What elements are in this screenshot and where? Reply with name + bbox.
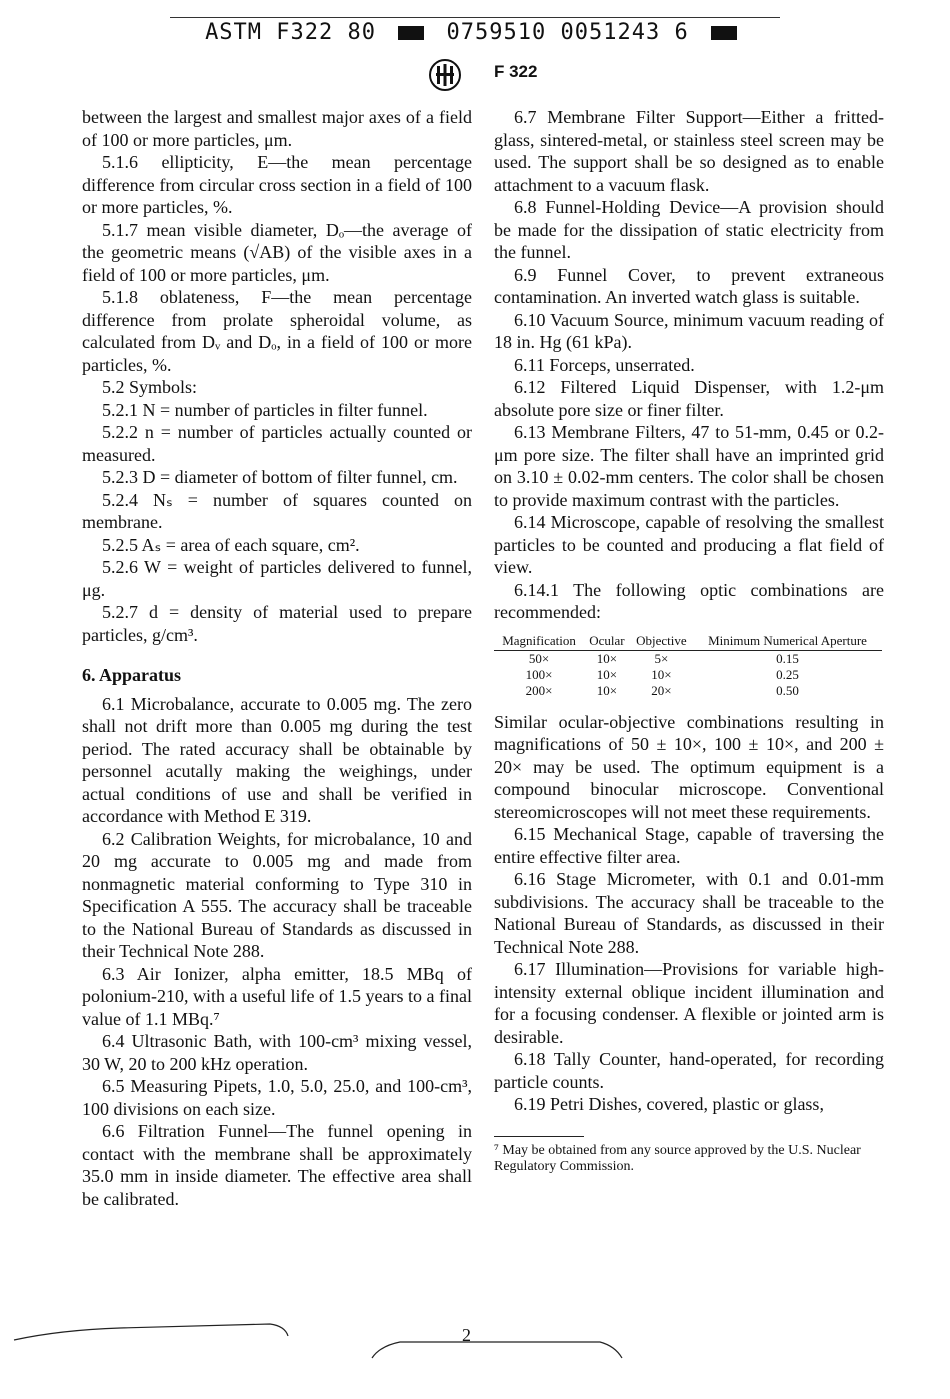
right-column (494, 106, 884, 1175)
table-cell: 5× (654, 650, 669, 666)
paragraph: 5.2.7 d = density of material used to prepare particles, g/cm³. (82, 602, 472, 645)
table-cell: 10× (596, 650, 618, 666)
left-column (82, 106, 472, 1210)
table-cell: 0.15 (776, 650, 799, 666)
paragraph: 5.2.5 Aₛ = area of each square, cm². (102, 534, 360, 555)
table-header-row (494, 634, 882, 651)
paragraph: 5.1.8 oblateness, F—the mean percentage difference from prolate spheroidal volume, as calculated from Dᵥ and Dₒ, in a field of 100 or more particles, %. (82, 287, 472, 375)
reference-right: 0759510 0051243 6 (446, 20, 689, 45)
column-header: Minimum Numerical Aperture (693, 634, 882, 651)
paragraph: 6.1 Microbalance, accurate to 0.005 mg. The zero shall not drift more than 0.005 mg during the test period. The rated accuracy shall be obtainable by personnel acutally making the weighings, under actual conditions of use and shall be verified in accordance with Method E 319. (82, 693, 472, 826)
page-number: 2 (462, 1325, 471, 1345)
paragraph: 6.7 Membrane Filter Support—Either a fritted-glass, sintered-metal, or stainless steel screen may be used. The support shall be so designed as to enable attachment to a vacuum flask. (494, 107, 884, 195)
paragraph: 6.14.1 The following optic combinations are recommended: (494, 579, 884, 622)
paragraph: 6.8 Funnel-Holding Device—A provision should be made for the dissipation of static electricity from the funnel. (494, 197, 884, 262)
top-rule (170, 17, 780, 18)
paragraph: 5.2.3 D = diameter of bottom of filter funnel, cm. (102, 467, 458, 487)
paragraph: 6.17 Illumination—Provisions for variable high-intensity external oblique incident illumination and for a focusing condenser. A flexible or jointed arm is desirable. (494, 959, 884, 1047)
paragraph: 6.18 Tally Counter, hand-operated, for recording particle counts. (494, 1049, 884, 1092)
paragraph: 6.12 Filtered Liquid Dispenser, with 1.2-μm absolute pore size or finer filter. (494, 377, 884, 420)
black-mark (711, 26, 737, 40)
paragraph: 5.2.6 W = weight of particles delivered to funnel, μg. (82, 557, 472, 600)
paragraph: 6.11 Forceps, unserrated. (514, 354, 695, 375)
column-header: Ocular (584, 634, 630, 651)
paragraph: 6.19 Petri Dishes, covered, plastic or glass, (514, 1094, 824, 1114)
table-cell: 20× (651, 682, 672, 698)
table-cell: 10× (651, 666, 672, 682)
standard-designation: F 322 (494, 62, 538, 81)
paragraph: 5.2 Symbols: (102, 377, 198, 397)
optic-combinations-table (494, 634, 882, 699)
table-cell: 10× (596, 666, 618, 682)
paragraph: 6.5 Measuring Pipets, 1.0, 5.0, 25.0, and 100-cm³, 100 divisions on each size. (82, 1076, 472, 1119)
black-mark (398, 26, 424, 40)
paragraph: 5.1.6 ellipticity, E—the mean percentage difference from circular cross section in a field of 100 or more particles, %. (82, 152, 472, 217)
paragraph: between the largest and smallest major axes of a field of 100 or more particles, μm. (82, 107, 472, 150)
paragraph: 5.2.4 Nₛ = number of squares counted on membrane. (82, 489, 472, 532)
footnote-rule (494, 1136, 584, 1137)
footnote: ⁷ May be obtained from any source approved by the U.S. Nuclear Regulatory Commission. (494, 1142, 861, 1174)
table-cell: 100× (525, 666, 553, 682)
paragraph: 5.2.2 n = number of particles actually counted or measured. (82, 422, 472, 465)
paragraph: 6.6 Filtration Funnel—The funnel opening in contact with the membrane shall be approximately 35.0 mm in inside diameter. The effective area shall be calibrated. (82, 1121, 472, 1209)
hand-drawn-strokes (0, 1310, 950, 1370)
table-cell: 10× (596, 682, 618, 698)
paragraph: 6.3 Air Ionizer, alpha emitter, 18.5 MBq of polonium-210, with a useful life of 1.5 years to a final value of 1.1 MBq.⁷ (82, 963, 472, 1029)
paragraph: 5.1.7 mean visible diameter, Dₒ—the average of the geometric means (√AB) of the visible axes in a field of 100 or more particles, μm. (82, 219, 472, 285)
column-header: Objective (630, 634, 693, 651)
column-header: Magnification (494, 634, 584, 651)
table-row (494, 650, 882, 667)
paragraph: 6.16 Stage Micrometer, with 0.1 and 0.01-mm subdivisions. The accuracy shall be traceable to the National Bureau of Standards, as discussed in their Technical Note 288. (494, 869, 884, 957)
paragraph: 5.2.1 N = number of particles in filter funnel. (102, 399, 428, 420)
section-heading: 6. Apparatus (82, 665, 182, 685)
document-reference (0, 20, 950, 45)
paragraph: 6.13 Membrane Filters, 47 to 51-mm, 0.45 or 0.2-μm pore size. The filter shall have an imprinted grid on 3.10 ± 0.02-mm centers. The color shall be chosen to provide maximum contrast with the particles. (494, 422, 884, 510)
astm-logo-icon (428, 58, 462, 92)
table-cell: 50× (528, 650, 550, 666)
table-cell: 0.25 (776, 666, 799, 682)
paragraph: 6.10 Vacuum Source, minimum vacuum reading of 18 in. Hg (61 kPa). (494, 309, 884, 352)
table-row (494, 667, 882, 683)
paragraph: 6.9 Funnel Cover, to prevent extraneous contamination. An inverted watch glass is suitable. (494, 264, 884, 307)
paragraph: 6.4 Ultrasonic Bath, with 100-cm³ mixing vessel, 30 W, 20 to 200 kHz operation. (82, 1031, 472, 1074)
table-row (494, 683, 882, 699)
reference-left: ASTM F322 80 (205, 20, 377, 45)
table-cell: 200× (525, 682, 553, 698)
paragraph: 6.15 Mechanical Stage, capable of traversing the entire effective filter area. (494, 824, 884, 867)
paragraph: 6.2 Calibration Weights, for microbalance, 10 and 20 mg accurate to 0.005 mg and made from nonmagnetic material conforming to Type 310 in Specification A 555. The accuracy shall be traceable to the National Bureau of Standards as discussed in their Technical Note 288. (82, 828, 472, 961)
table-cell: 0.50 (776, 682, 799, 698)
paragraph: Similar ocular-objective combinations resulting in magnifications of 50 ± 10×, 100 ± 10×, and 200 ± 20× may be used. The optimum equipment is a compound binocular microscope. Conventional stereomicroscopes will not meet these requirements. (494, 711, 884, 822)
paragraph: 6.14 Microscope, capable of resolving the smallest particles to be counted and producing a flat field of view. (494, 512, 884, 577)
